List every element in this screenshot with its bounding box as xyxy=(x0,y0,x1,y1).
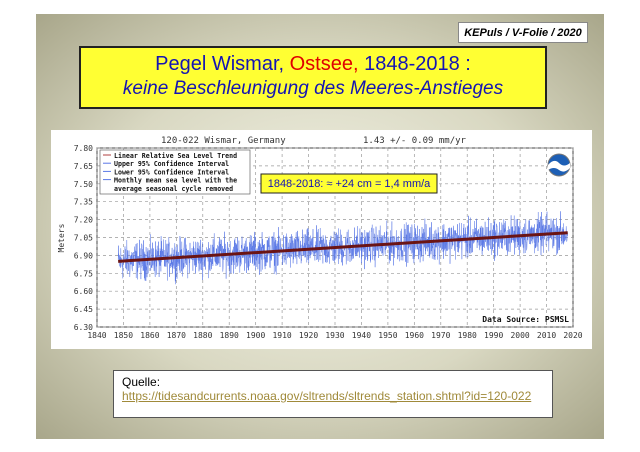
x-tick-label: 1840 xyxy=(87,331,107,340)
chart-rate: 1.43 +/- 0.09 mm/yr xyxy=(363,136,466,146)
legend-entry: Upper 95% Confidence Interval xyxy=(114,160,230,169)
y-tick-label: 6.60 xyxy=(73,287,93,297)
y-tick-label: 7.35 xyxy=(73,197,93,207)
x-tick-label: 1960 xyxy=(404,331,424,340)
x-tick-label: 1890 xyxy=(219,331,239,340)
x-tick-label: 2000 xyxy=(510,331,530,340)
y-tick-label: 6.75 xyxy=(73,269,93,279)
x-tick-label: 1920 xyxy=(298,331,319,340)
title-part-2: Ostsee, xyxy=(289,53,359,75)
chart-panel xyxy=(51,130,592,349)
x-tick-label: 1990 xyxy=(484,331,504,340)
y-tick-label: 6.45 xyxy=(73,305,93,315)
badge: KEPuls / V-Folie / 2020 xyxy=(458,22,588,43)
y-axis-label: Meters xyxy=(57,223,66,253)
legend-entry: Lower 95% Confidence Interval xyxy=(114,168,230,177)
title-line-1 xyxy=(81,53,545,76)
data-source-label: Data Source: PSMSL xyxy=(482,315,569,324)
y-tick-label: 7.50 xyxy=(73,179,93,189)
chart-title: 120-022 Wismar, Germany xyxy=(161,136,286,146)
x-tick-label: 1860 xyxy=(140,331,160,340)
title-line-2: keine Beschleunigung des Meeres-Anstieges xyxy=(122,78,504,99)
x-tick-label: 1950 xyxy=(378,331,398,340)
source-box xyxy=(113,370,553,418)
x-tick-label: 2010 xyxy=(536,331,557,340)
y-tick-label: 7.20 xyxy=(73,215,93,225)
x-tick-label: 1970 xyxy=(431,331,451,340)
y-tick-label: 7.05 xyxy=(73,233,93,243)
legend-entry: average seasonal cycle removed xyxy=(114,184,234,193)
x-tick-label: 2020 xyxy=(563,331,583,340)
y-tick-label: 7.80 xyxy=(73,144,93,153)
x-tick-label: 1940 xyxy=(351,331,372,340)
x-tick-label: 1980 xyxy=(457,331,477,340)
noaa-logo-icon xyxy=(548,154,570,176)
x-tick-label: 1870 xyxy=(166,331,186,340)
x-tick-label: 1900 xyxy=(246,331,266,340)
title-part-3: 1848-2018 : xyxy=(358,53,471,75)
title-part-1: Pegel Wismar, xyxy=(155,53,290,75)
sea-level-chart xyxy=(51,130,592,349)
x-tick-label: 1930 xyxy=(325,331,345,340)
legend-entry: Linear Relative Sea Level Trend xyxy=(114,152,238,160)
y-tick-label: 6.30 xyxy=(73,323,93,332)
x-tick-label: 1880 xyxy=(193,331,213,340)
source-link[interactable]: https://tidesandcurrents.noaa.gov/sltrends/sltrends_station.shtml?id=120-022 xyxy=(122,389,532,403)
x-tick-label: 1910 xyxy=(272,331,292,340)
x-tick-label: 1850 xyxy=(113,331,134,340)
legend xyxy=(100,150,250,194)
source-label: Quelle: xyxy=(122,375,161,389)
title-box xyxy=(79,46,547,109)
y-tick-label: 7.65 xyxy=(73,161,93,171)
annotation-text: 1848-2018: ≈ +24 cm = 1,4 mm/a xyxy=(267,178,431,190)
legend-entry: Monthly mean sea level with the xyxy=(114,176,238,185)
y-tick-label: 6.90 xyxy=(73,251,93,261)
